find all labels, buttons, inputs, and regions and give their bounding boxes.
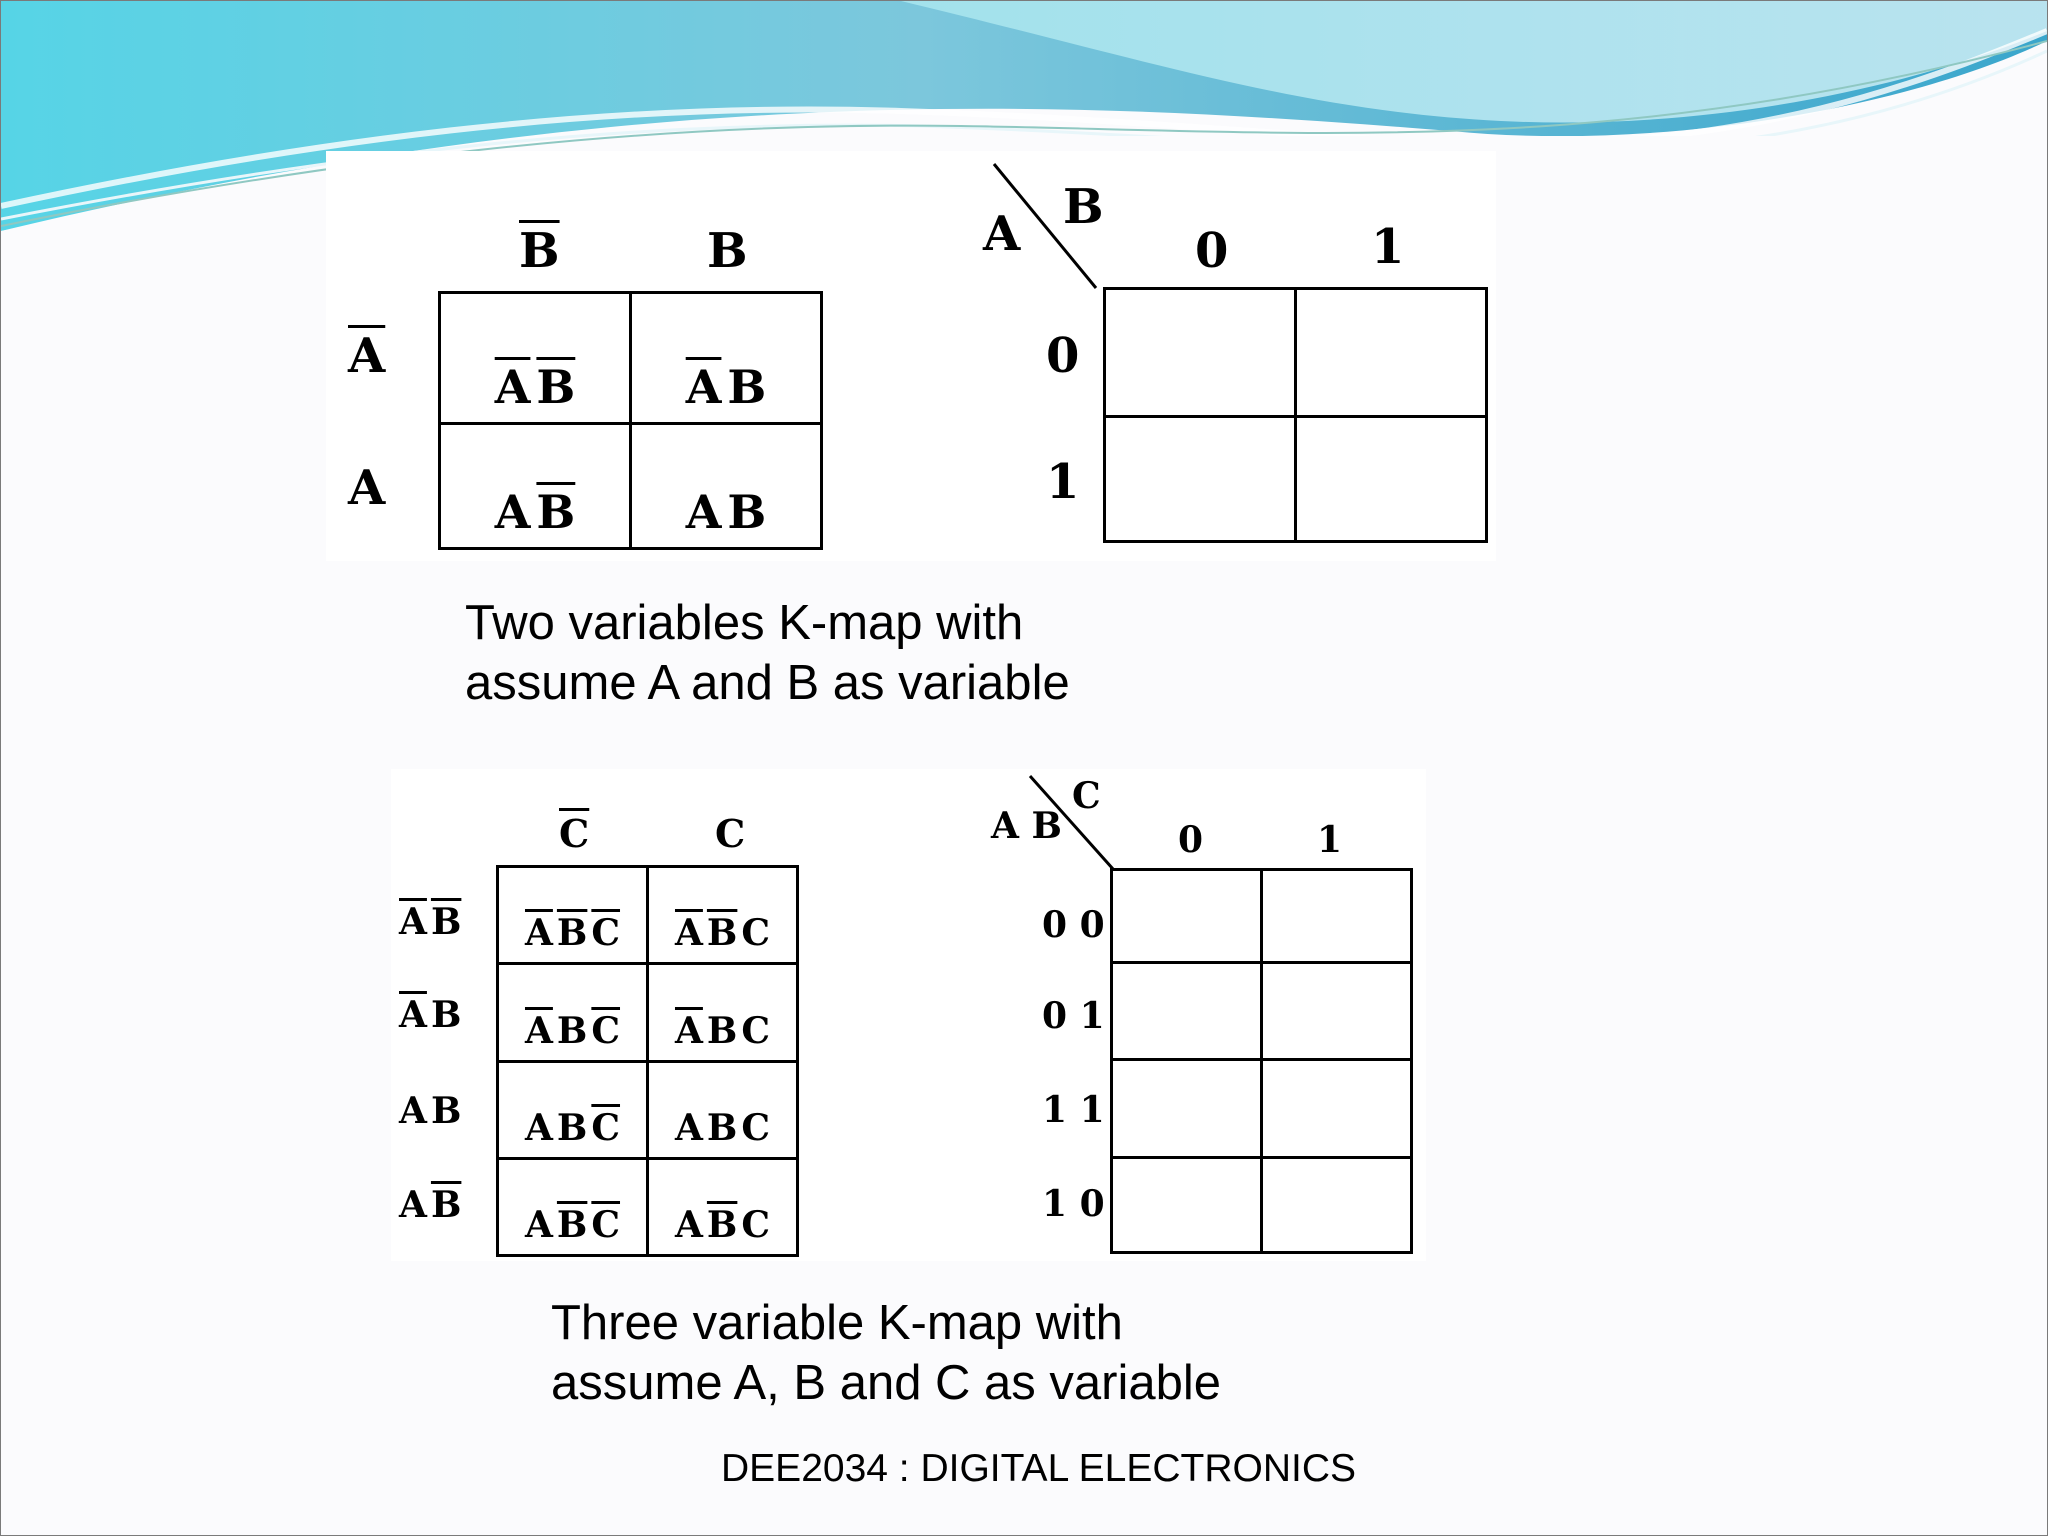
kmap3-cell <box>498 1159 648 1256</box>
kmap3-row-letter-b-bar: $\overline{B}$ <box>430 901 462 943</box>
kmap2-empty-cell <box>1296 289 1487 417</box>
kmap2-cell-letter-a: A <box>494 485 531 539</box>
kmap3-cell <box>648 867 798 964</box>
kmap3-empty-row-value-2: 1 1 <box>1042 1089 1105 1131</box>
kmap3-cell <box>648 1159 798 1256</box>
kmap2-empty-cell <box>1296 417 1487 542</box>
kmap3-empty-row-var: A B <box>991 805 1062 847</box>
kmap3-cell-letter-b: B <box>556 1107 588 1149</box>
kmap3-cell-letter-b: B <box>706 1107 738 1149</box>
kmap2-col-header-b-bar <box>519 223 560 279</box>
kmap3-col-header-0: $\overline{C}$ <box>559 811 590 856</box>
kmap3-col-header-1: C <box>715 811 746 856</box>
kmap3-row-letter-a-bar: $\overline{A}$ <box>399 994 427 1036</box>
kmap3-cell-letter-c-bar: $\overline{C}$ <box>591 912 621 954</box>
kmap3-cell-letter-a-bar: $\overline{A}$ <box>674 912 703 954</box>
kmap3-grid <box>496 865 799 1257</box>
kmap3-cell <box>498 867 648 964</box>
kmap3-cell-letter-a: A <box>674 1204 703 1246</box>
kmap2-empty-col-value-0: 0 <box>1195 223 1229 279</box>
kmap3-row-header-0 <box>399 901 461 943</box>
kmap2-row-header-a <box>348 460 385 516</box>
kmap2-cell-letter-a: A <box>685 485 722 539</box>
kmap3-cell-letter-c: C <box>741 1107 771 1149</box>
kmap3-cell-letter-c: C <box>741 912 771 954</box>
kmap2-cell-letter-a-bar: $\overline{A}$ <box>685 360 722 414</box>
kmap3-row-letter-a-bar: $\overline{A}$ <box>399 901 427 943</box>
kmap3-cell-letter-a: A <box>524 1107 553 1149</box>
kmap3-cell-letter-a: A <box>524 1204 553 1246</box>
kmap3-row-letter-b: B <box>430 1090 462 1132</box>
kmap3-cell-letter-b-bar: $\overline{B}$ <box>556 1204 588 1246</box>
kmap3-row-letter-b-bar: $\overline{B}$ <box>430 1184 462 1226</box>
kmap2-cell <box>440 293 631 424</box>
kmap3-empty-row-value-0: 0 0 <box>1042 904 1105 946</box>
kmap3-cell-letter-a-bar: $\overline{A}$ <box>524 1010 553 1052</box>
kmap3-cell <box>498 964 648 1062</box>
kmap2-empty-row-value-1: 1 <box>1046 454 1080 510</box>
kmap2-row-header-1: A <box>348 460 386 516</box>
kmap3-row-header-3 <box>399 1184 461 1226</box>
kmap2-caption-line1: Two variables K-map with <box>465 596 1024 650</box>
kmap3-cell <box>648 964 798 1062</box>
kmap3-empty-cell <box>1112 963 1262 1060</box>
kmap2-cell-letter-b: B <box>727 485 767 539</box>
kmap3-row-header-1 <box>399 994 461 1036</box>
kmap3-cell-letter-a: A <box>674 1107 703 1149</box>
kmap2-caption-line2: assume A and B as variable <box>465 656 1070 710</box>
kmap2-empty-col-var: B <box>1063 179 1104 235</box>
kmap2-cell-letter-b: B <box>727 360 767 414</box>
kmap3-row-letter-a: A <box>399 1184 427 1226</box>
footer-course-title: DEE2034 : DIGITAL ELECTRONICS <box>721 1447 1357 1490</box>
kmap2-cell <box>631 424 822 549</box>
kmap3-empty-row-value-1: 0 1 <box>1042 995 1105 1037</box>
kmap2-row-header-a-bar <box>348 328 385 384</box>
kmap2-empty-row-value-0: 0 <box>1046 328 1080 384</box>
kmap3-cell-letter-c-bar: $\overline{C}$ <box>591 1107 621 1149</box>
kmap3-empty-grid <box>1110 868 1413 1254</box>
kmap3-row-letter-b: B <box>430 994 462 1036</box>
kmap2-row-header-0: $\overline{A}$ <box>348 328 386 384</box>
kmap2-empty-cell <box>1105 289 1296 417</box>
kmap3-empty-cell <box>1262 1060 1412 1158</box>
kmap3-cell-letter-a-bar: $\overline{A}$ <box>674 1010 703 1052</box>
kmap3-empty-row-value-3: 1 0 <box>1042 1183 1105 1225</box>
kmap2-cell-letter-b-bar: $\overline{B}$ <box>536 485 576 539</box>
kmap2-cell <box>631 293 822 424</box>
kmap3-cell <box>498 1062 648 1159</box>
kmap3-caption-line2: assume A, B and C as variable <box>551 1356 1222 1410</box>
kmap3-empty-cell <box>1112 1158 1262 1253</box>
kmap2-col-header-b <box>707 223 748 279</box>
kmap2-cell <box>440 424 631 549</box>
kmap3-caption <box>551 1293 1221 1413</box>
kmap3-empty-cell <box>1262 870 1412 963</box>
kmap3-row-letter-a: A <box>399 1090 427 1132</box>
kmap2-empty-col-value-1: 1 <box>1371 219 1405 275</box>
kmap3-col-header-c <box>715 811 745 856</box>
kmap3-empty-col-value-1: 1 <box>1317 819 1343 861</box>
kmap2-col-header-0: $\overline{B}$ <box>519 223 560 279</box>
kmap2-empty-cell <box>1105 417 1296 542</box>
kmap3-col-header-c-bar <box>559 811 589 856</box>
kmap3-cell-letter-b-bar: $\overline{B}$ <box>706 912 738 954</box>
kmap3-cell-letter-b: B <box>556 1010 588 1052</box>
kmap2-grid <box>438 291 823 550</box>
kmap3-cell-letter-c: C <box>741 1204 771 1246</box>
kmap2-empty-grid <box>1103 287 1488 543</box>
kmap3-empty-cell <box>1262 963 1412 1060</box>
kmap3-empty-cell <box>1112 870 1262 963</box>
kmap3-cell-letter-b-bar: $\overline{B}$ <box>706 1204 738 1246</box>
kmap2-col-header-1: B <box>707 223 748 279</box>
kmap3-cell <box>648 1062 798 1159</box>
kmap3-empty-cell <box>1112 1060 1262 1158</box>
kmap3-row-header-2 <box>399 1090 461 1132</box>
kmap3-cell-letter-b-bar: $\overline{B}$ <box>556 912 588 954</box>
kmap2-empty-row-var: A <box>983 206 1021 262</box>
kmap3-cell-letter-a-bar: $\overline{A}$ <box>524 912 553 954</box>
kmap3-empty-col-var: C <box>1072 775 1101 817</box>
kmap3-cell-letter-c-bar: $\overline{C}$ <box>591 1204 621 1246</box>
kmap2-caption <box>465 593 1070 713</box>
kmap3-cell-letter-b: B <box>706 1010 738 1052</box>
kmap3-empty-cell <box>1262 1158 1412 1253</box>
kmap3-caption-line1: Three variable K-map with <box>551 1296 1123 1350</box>
kmap3-cell-letter-c-bar: $\overline{C}$ <box>591 1010 621 1052</box>
kmap2-cell-letter-b-bar: $\overline{B}$ <box>536 360 576 414</box>
kmap3-empty-col-value-0: 0 <box>1178 819 1204 861</box>
kmap3-cell-letter-c: C <box>741 1010 771 1052</box>
kmap2-cell-letter-a-bar: $\overline{A}$ <box>494 360 531 414</box>
